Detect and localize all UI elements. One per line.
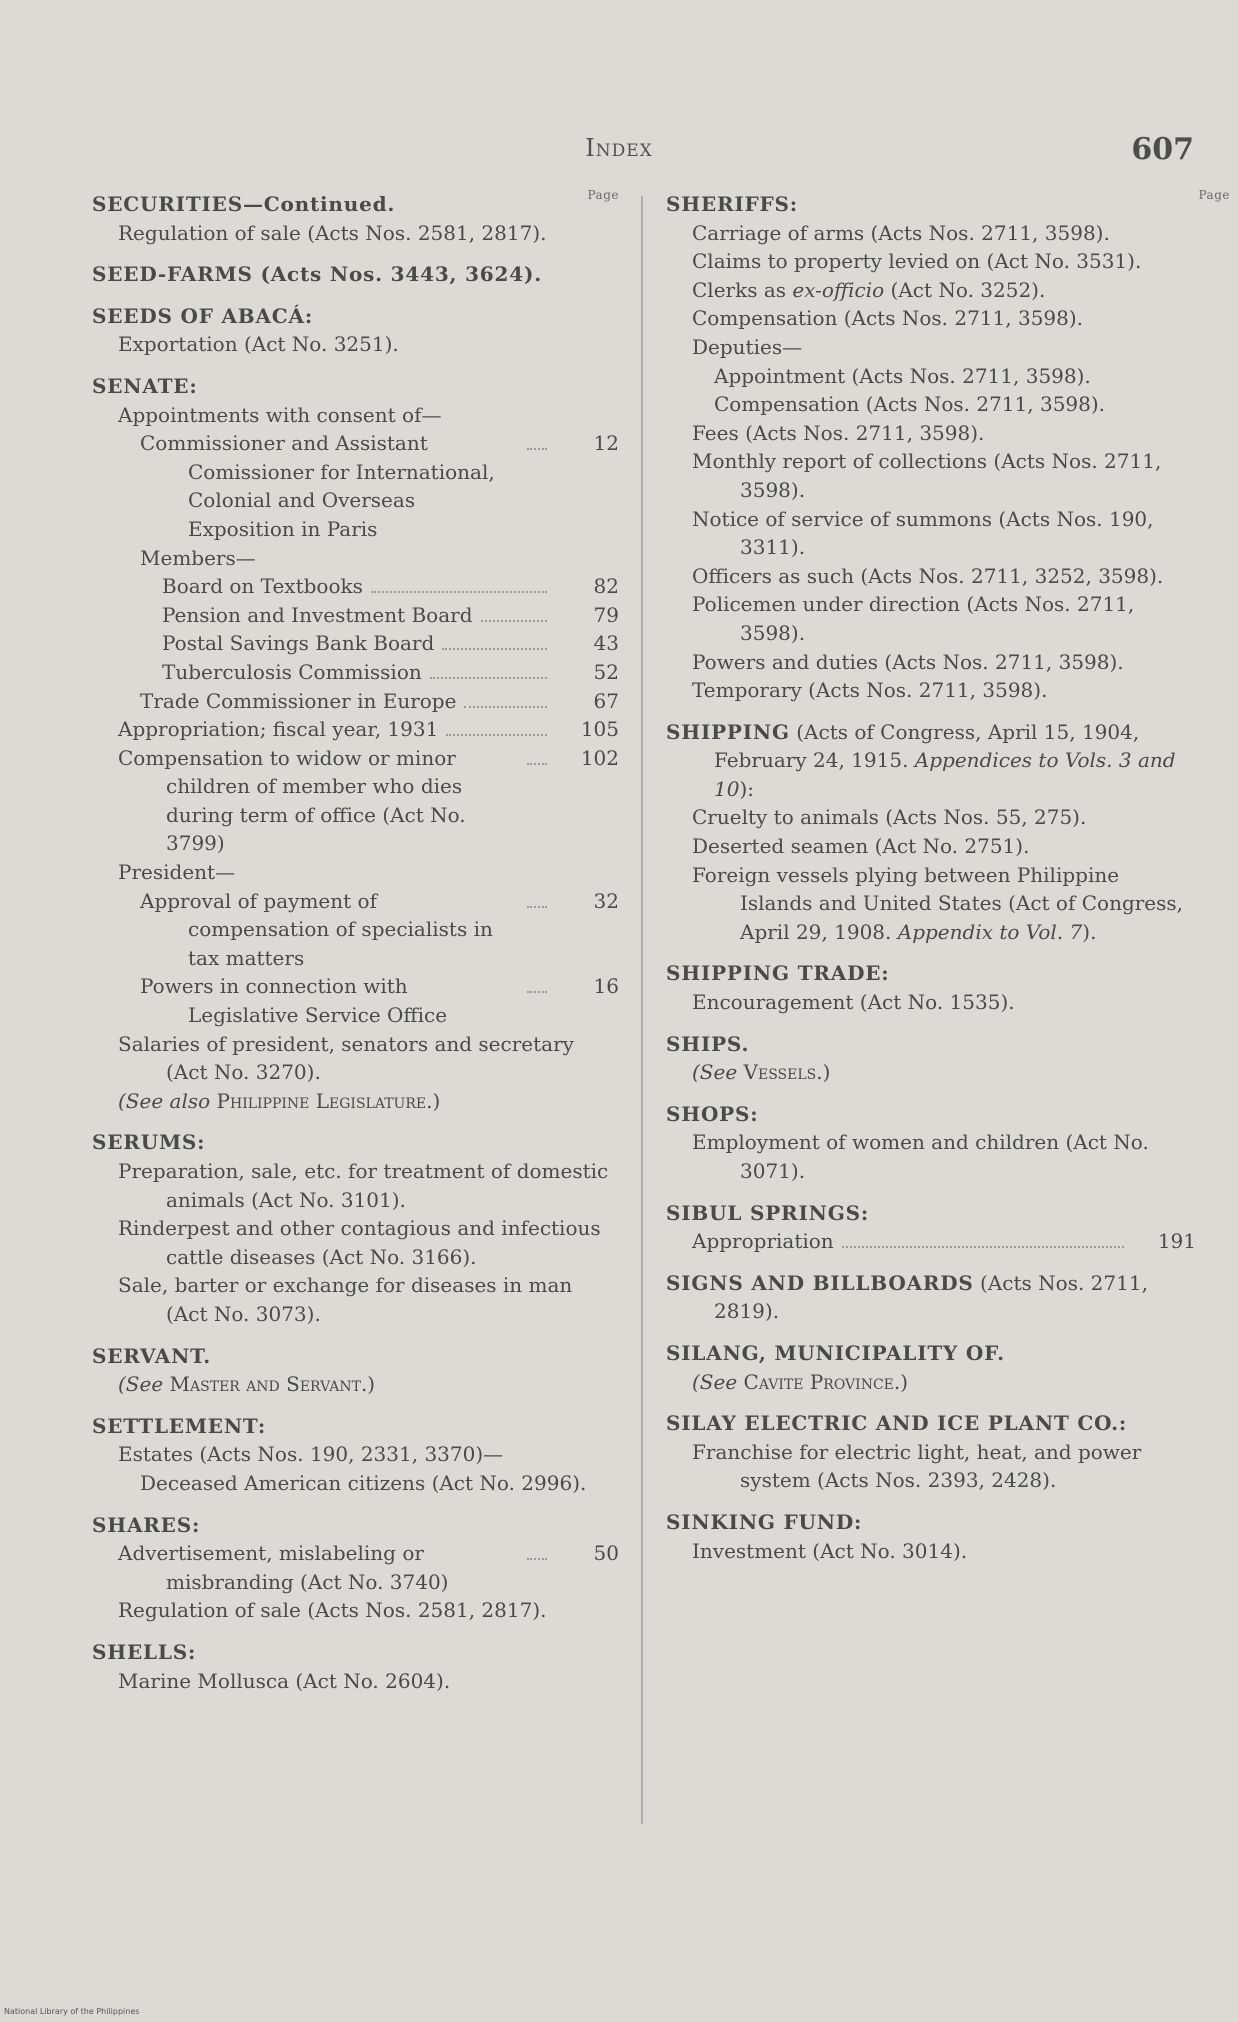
entry-heading: SHIPPING TRADE: xyxy=(666,961,890,986)
entry-heading: SHIPS. xyxy=(666,1031,750,1056)
subentry: Rinderpest and other contagious and infectious cattle diseases (Act No. 3166). xyxy=(118,1216,601,1269)
entry-heading: SHIPPING (Acts of Congress, April 15, 1904, February 24, 1915. Appendices to Vols. 3 and 10): xyxy=(666,719,1176,801)
page-ref: 67 xyxy=(593,688,619,713)
subentry-with-page: Advertisement, mislabeling or misbranding (Act No. 3740) 50 xyxy=(118,1541,619,1594)
page-number: 607 xyxy=(1131,132,1194,167)
subentry: Compensation (Acts Nos. 2711, 3598). xyxy=(692,306,1084,331)
subentry: Encouragement (Act No. 1535). xyxy=(692,990,1015,1015)
cross-reference: (See Cavite Province.) xyxy=(692,1369,909,1394)
scan-footer-note: National Library of the Philippines xyxy=(4,2007,140,2016)
subentry: Preparation, sale, etc. for treatment of domestic animals (Act No. 3101). xyxy=(118,1159,609,1212)
entry-heading: SHERIFFS: xyxy=(666,192,798,216)
entry-heading: SIGNS AND BILLBOARDS (Acts Nos. 2711, 2819). xyxy=(666,1270,1148,1324)
page-ref: 82 xyxy=(593,574,619,599)
page-ref: 102 xyxy=(580,745,619,770)
entry-heading: SINKING FUND: xyxy=(666,1509,863,1534)
page-ref: 16 xyxy=(593,974,619,999)
subentry: Deserted seamen (Act No. 2751). xyxy=(692,834,1030,859)
page-ref: 191 xyxy=(1157,1229,1196,1254)
subentry-with-page: Board on Textbooks 82 xyxy=(92,572,619,601)
page-column-label: Page xyxy=(587,188,619,202)
subentry-with-page: Approval of payment of compensation of specialists in tax matters 32 xyxy=(140,888,619,970)
entry-heading: SECURITIES—Continued. xyxy=(92,192,396,216)
page-column-label: Page xyxy=(1198,188,1230,202)
entry-heading: SERVANT. xyxy=(92,1343,212,1368)
page-ref: 52 xyxy=(593,659,619,684)
subentry-with-page: Tuberculosis Commission 52 xyxy=(92,658,619,687)
page-ref: 50 xyxy=(593,1541,619,1566)
subentry: Notice of service of summons (Acts Nos. 190, 3311). xyxy=(692,506,1154,560)
subentry: Foreign vessels plying between Philippine Islands and United States (Act of Congress, April 29, 1908. Appendix to Vol. 7). xyxy=(692,862,1184,944)
subentry: Salaries of president, senators and secretary (Act No. 3270). xyxy=(118,1031,574,1085)
cross-reference: (See Master and Servant.) xyxy=(118,1372,376,1397)
subentry: President— xyxy=(118,860,236,885)
entry-heading: SILANG, MUNICIPALITY OF. xyxy=(666,1340,1005,1365)
page-ref: 12 xyxy=(593,431,619,456)
subentry-with-page: Compensation to widow or minor children of member who dies during term of office (Act No. 3799) 102 xyxy=(118,745,619,856)
subentry: Regulation of sale (Acts Nos. 2581, 2817). xyxy=(118,1598,547,1623)
subentry: Powers and duties (Acts Nos. 2711, 3598). xyxy=(692,649,1124,674)
entry-heading: SERUMS: xyxy=(92,1130,206,1155)
subentry: Regulation of sale (Acts Nos. 2581, 2817). xyxy=(118,220,547,245)
subentry-with-page: Powers in connection with Legislative Service Office 16 xyxy=(140,974,619,1028)
subentry: Compensation (Acts Nos. 2711, 3598). xyxy=(714,392,1106,417)
subentry: Policemen under direction (Acts Nos. 2711, 3598). xyxy=(692,592,1135,645)
subentry: Monthly report of collections (Acts Nos. 2711, 3598). xyxy=(692,449,1162,502)
subentry-with-page xyxy=(92,429,619,543)
subentry: Deputies— xyxy=(692,334,803,359)
subentry: Members— xyxy=(140,545,256,570)
column-divider xyxy=(641,196,643,1824)
subentry-with-page: Trade Commissioner in Europe 67 xyxy=(92,687,619,716)
subentry-with-page: Pension and Investment Board 79 xyxy=(92,601,619,630)
subentry: Fees (Acts Nos. 2711, 3598). xyxy=(692,420,985,445)
subentry: Sale, barter or exchange for diseases in man (Act No. 3073). xyxy=(118,1273,573,1326)
cross-reference: (See Vessels.) xyxy=(692,1060,831,1085)
subentry-with-page: Appropriation; fiscal year, 1931 105 xyxy=(92,715,619,744)
subentry: Employment of women and children (Act No. 3071). xyxy=(692,1130,1149,1183)
subentry: Franchise for electric light, heat, and power system (Acts Nos. 2393, 2428). xyxy=(692,1439,1142,1493)
page-ref: 32 xyxy=(593,888,619,913)
entry-heading: SHELLS: xyxy=(92,1639,197,1664)
subentry: Claims to property levied on (Act No. 3531). xyxy=(692,249,1142,274)
subentry: Deceased American citizens (Act No. 2996). xyxy=(140,1470,587,1495)
left-column xyxy=(92,190,619,1695)
entry-heading: SEED-FARMS (Acts Nos. 3443, 3624). xyxy=(92,262,542,287)
entry-heading: SIBUL SPRINGS: xyxy=(666,1200,870,1225)
subentry: Investment (Act No. 3014). xyxy=(692,1538,968,1563)
page-ref: 43 xyxy=(593,631,619,656)
subentry-text: Commissioner and Assistant Comissioner for International, Colonial and Overseas Exposition in Paris xyxy=(140,431,495,541)
subentry: Cruelty to animals (Acts Nos. 55, 275). xyxy=(692,805,1087,830)
subentry: Clerks as ex-officio (Act No. 3252). xyxy=(692,277,1046,302)
entry-heading: SHOPS: xyxy=(666,1101,759,1126)
subentry-with-page: Postal Savings Bank Board 43 xyxy=(92,629,619,658)
subentry: Estates (Acts Nos. 190, 2331, 3370)— xyxy=(118,1442,504,1467)
entry-heading: SILAY ELECTRIC AND ICE PLANT CO.: xyxy=(666,1411,1128,1436)
subentry: Appointment (Acts Nos. 2711, 3598). xyxy=(714,363,1091,388)
page-ref: 79 xyxy=(593,602,619,627)
subentry: Officers as such (Acts Nos. 2711, 3252, 3598). xyxy=(692,563,1164,588)
running-title: Index xyxy=(585,134,653,162)
entry-heading: SETTLEMENT: xyxy=(92,1413,267,1438)
entry-heading: SHARES: xyxy=(92,1512,201,1537)
subentry: Exportation (Act No. 3251). xyxy=(118,332,399,357)
subentry: Carriage of arms (Acts Nos. 2711, 3598). xyxy=(692,220,1110,245)
page-ref: 105 xyxy=(580,717,619,742)
cross-reference: (See also Philippine Legislature.) xyxy=(118,1088,441,1113)
subentry: Appointments with consent of— xyxy=(118,402,442,427)
subentry: Temporary (Acts Nos. 2711, 3598). xyxy=(692,678,1048,703)
subentry-with-page: Appropriation 191 xyxy=(666,1227,1196,1256)
entry-heading: SENATE: xyxy=(92,373,198,398)
right-column xyxy=(666,188,1230,1565)
entry-heading: SEEDS OF ABACÁ: xyxy=(92,303,314,328)
subentry: Marine Mollusca (Act No. 2604). xyxy=(118,1668,451,1693)
